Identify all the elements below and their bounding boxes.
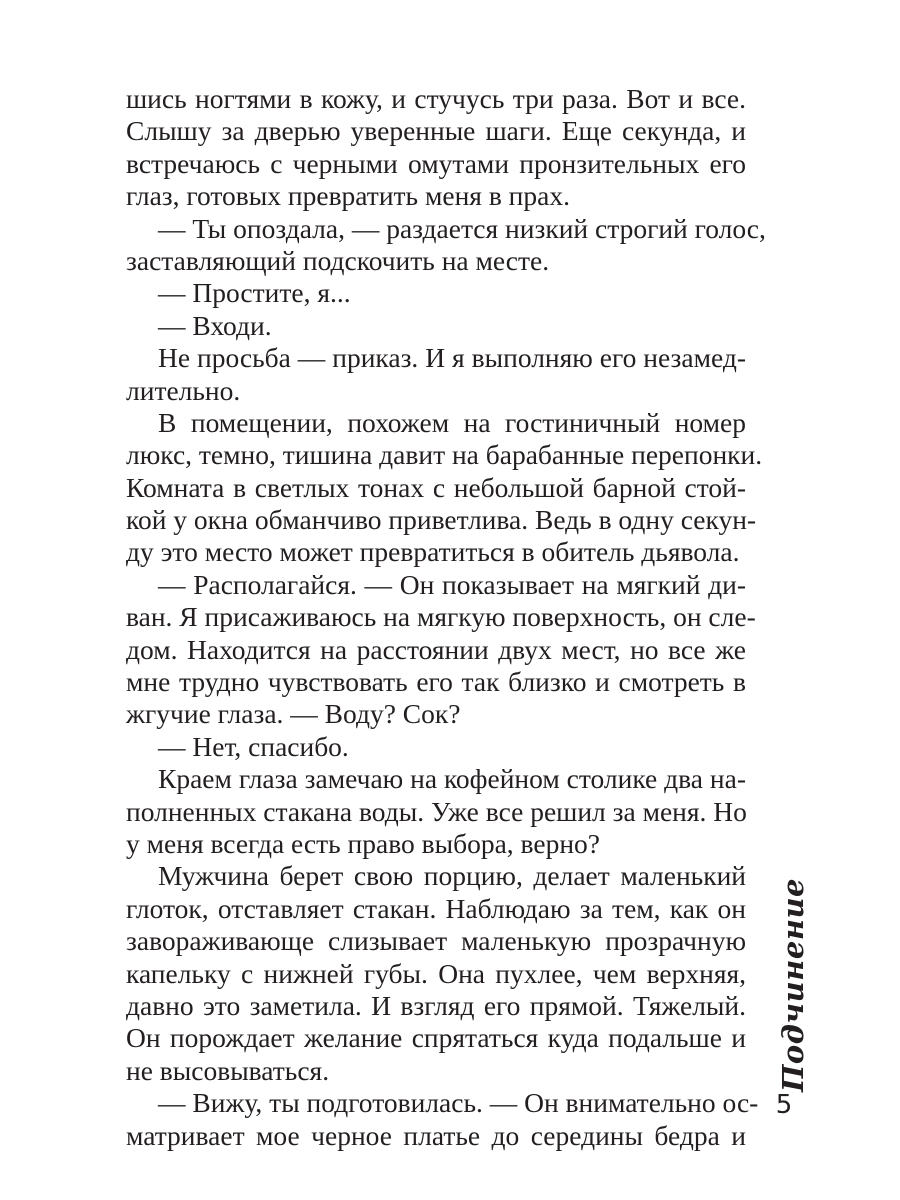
text-line: — Располагайся. — Он показывает на мягкий ди- (158, 568, 746, 600)
text-line: люкс, темно, тишина давит на барабанные перепонки. (126, 439, 763, 471)
text-line: — Простите, я... (158, 277, 351, 309)
text-line: Комната в светлых тонах с небольшой барной стой- (126, 471, 746, 503)
text-line: полненных стакана воды. Уже все решил за меня. Но (126, 795, 747, 827)
text-line: завораживающе слизывает маленькую прозрачную (126, 925, 746, 957)
text-line: Он порождает желание спрятаться куда подальше и (126, 1022, 746, 1054)
text-line: не высовываться. (126, 1054, 330, 1086)
text-line: В помещении, похожем на гостиничный номер (158, 406, 746, 438)
text-line: встречаюсь с черными омутами пронзительных его (126, 147, 746, 179)
text-line: Мужчина берет свою порцию, делает маленький (158, 860, 746, 892)
body-text (126, 83, 766, 1152)
text-line: — Входи. (158, 309, 272, 341)
text-line: ду это место может превратиться в обитель дьявола. (126, 536, 740, 568)
text-line: дом. Находится на расстоянии двух мест, но все же (126, 633, 746, 665)
page-number: 5 (775, 1090, 793, 1120)
text-line: шись ногтями в кожу, и стучусь три раза. Вот и все. (126, 83, 746, 114)
text-line: у меня всегда есть право выбора, верно? (126, 827, 601, 859)
running-title-text: Подчинение (776, 878, 810, 1092)
text-line: лительно. (126, 374, 241, 406)
text-line: — Ты опоздала, — раздается низкий строгий голос, (158, 212, 766, 244)
text-line: Не просьба — приказ. И я выполняю его незамед- (158, 342, 746, 374)
text-line: глоток, отставляет стакан. Наблюдаю за тем, как он (126, 892, 746, 924)
text-line: глаз, готовых превратить меня в прах. (126, 180, 570, 212)
text-line: давно это заметила. И взгляд его прямой. Тяжелый. (126, 989, 746, 1021)
text-line: Краем глаза замечаю на кофейном столике два на- (158, 763, 746, 795)
text-line: ван. Я присаживаюсь на мягкую поверхность, он сле- (126, 601, 756, 633)
text-line: капельку с нижней губы. Она пухлее, чем верхняя, (126, 957, 746, 989)
running-title (770, 878, 816, 1092)
text-line: матривает мое черное платье до середины бедра и (126, 1119, 746, 1151)
text-line: — Вижу, ты подготовилась. — Он внимательно ос- (158, 1087, 759, 1119)
text-line: жгучие глаза. — Воду? Сок? (126, 698, 461, 730)
text-line: кой у окна обманчиво приветлива. Ведь в одну секун- (126, 504, 757, 536)
text-line: мне трудно чувствовать его так близко и смотреть в (126, 666, 746, 698)
text-line: — Нет, спасибо. (158, 730, 349, 762)
text-line: заставляющий подскочить на месте. (126, 244, 550, 276)
text-line: Слышу за дверью уверенные шаги. Еще секунда, и (126, 115, 746, 147)
